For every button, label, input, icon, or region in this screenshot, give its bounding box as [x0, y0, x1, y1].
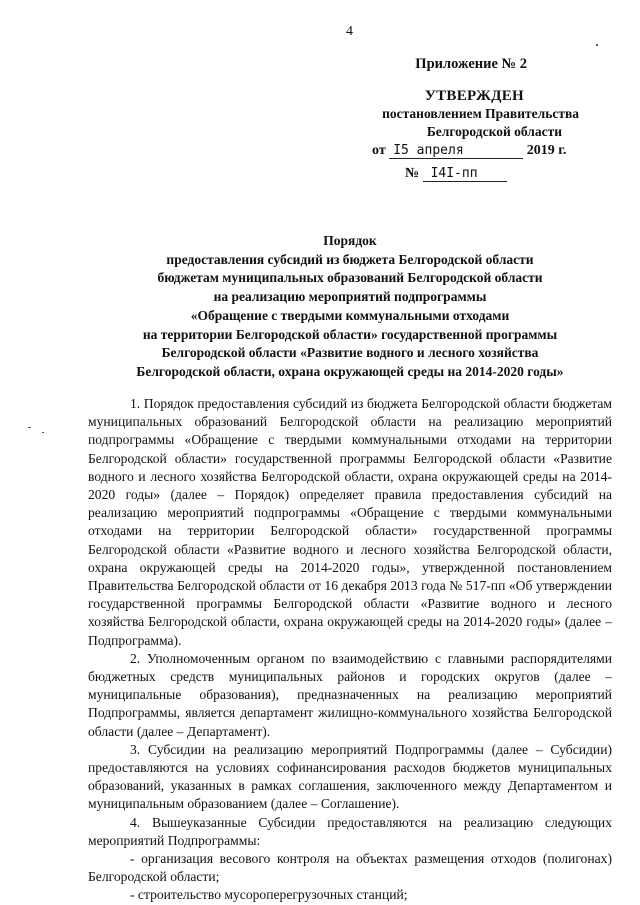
paragraph: 3. Субсидии на реализацию мероприятий Подпрограммы (далее – Субсидии) предоставляются на условиях софинансирования расходов бюджетов муниципальных образований, указанных в рамках соглашения, заключенного между Департаментом и муниципальным образованием (далее – Соглашение). — [88, 741, 612, 812]
appendix-label: Приложение № 2 — [415, 56, 527, 72]
title-line: бюджетам муниципальных образований Белгородской области — [157, 270, 543, 286]
number-prefix: № — [405, 166, 420, 181]
title-line: на территории Белгородской области» государственной программы — [142, 326, 558, 342]
paragraph: 4. Вышеуказанные Субсидии предоставляются на реализацию следующих мероприятий Подпрограммы: — [88, 814, 612, 848]
title-line: на реализацию мероприятий подпрограммы — [213, 289, 487, 305]
decree-line: постановлением Правительства — [382, 106, 579, 121]
list-item: - организация весового контроля на объектах размещения отходов (полигонах) Белгородской области; — [88, 851, 612, 885]
date-value: I5 апреля — [389, 143, 523, 159]
title-line: предоставления субсидий из бюджета Белгородской области — [166, 251, 534, 267]
date-year: 2019 г. — [526, 143, 567, 158]
page-number: 4 — [346, 24, 353, 39]
document-body — [88, 395, 612, 905]
title-line: Белгородской области «Развитие водного и лесного хозяйства — [161, 345, 539, 361]
paragraph: 1. Порядок предоставления субсидий из бюджета Белгородской области бюджетам муниципальных образований Белгородской области на реализацию мероприятий подпрограммы «Обращение с твердыми коммунальными отходами на территории Белгородской области» государственной программы Белгородской области «Развитие водного и лесного хозяйства Белгородской области, охрана окружающей среды на 2014-2020 годы» (далее – Порядок) определяет правила предоставления субсидий на реализацию мероприятий подпрограммы «Обращение с твердыми коммунальными отходами на территории Белгородской области» государственной программы Белгородской области «Развитие водного и лесного хозяйства Белгородской области, охрана окружающей среды на 2014-2020 годы», утвержденной постановлением Правительства Белгородской области от 16 декабря 2013 года № 517-пп «Об утверждении государственной программы Белгородской области «Развитие водного и лесного хозяйства Белгородской области, охрана окружающей среды на 2014-2020 годы» (далее – Подпрограмма). — [88, 396, 612, 648]
date-line — [372, 143, 566, 159]
scan-speck — [596, 44, 598, 46]
date-prefix: от — [372, 143, 386, 158]
paragraph: 2. Уполномоченным органом по взаимодействию с главными распорядителями бюджетных средств муниципальных районов и городских округов (далее – муниципальные образования), предназначенных на реализацию мероприятий Подпрограммы, является департамент жилищно-коммунального хозяйства Белгородской области (далее – Департамент). — [88, 650, 612, 739]
number-line — [405, 166, 507, 182]
title-line: «Обращение с твердыми коммунальными отходами — [190, 307, 510, 323]
list-item: - строительство мусороперегрузочных станций; — [130, 887, 408, 903]
title-line: Белгородской области, охрана окружающей среды на 2014-2020 годы» — [136, 363, 564, 379]
document-title — [90, 232, 610, 382]
approved-heading: УТВЕРЖДЕН — [424, 88, 524, 104]
region-line: Белгородской области — [426, 124, 562, 139]
scan-speck — [28, 427, 31, 428]
number-value: I4I-пп — [423, 166, 507, 182]
title-line: Порядок — [323, 233, 377, 248]
scan-speck — [42, 432, 44, 433]
